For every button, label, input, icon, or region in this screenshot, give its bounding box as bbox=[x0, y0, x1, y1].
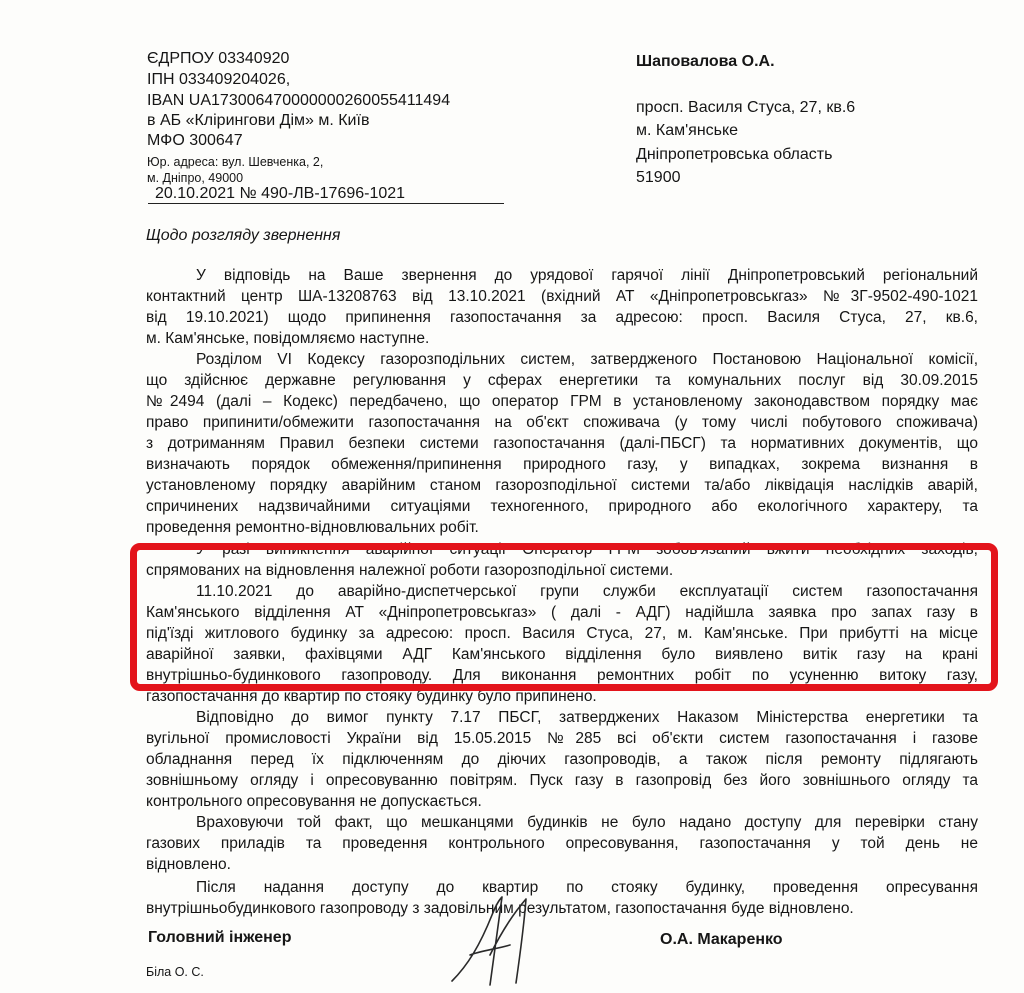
paragraph-line: спрямованих на відновлення належної роботи газорозподільної системи. bbox=[146, 562, 674, 579]
recipient-postcode: 51900 bbox=[636, 169, 681, 186]
paragraph-line: проведення ремонтно-відновлювальних робіт. bbox=[146, 519, 479, 536]
sender-iban: IBAN UA173006470000000260055411494 bbox=[147, 92, 451, 109]
recipient-street: просп. Василя Стуса, 27, кв.6 bbox=[636, 99, 856, 116]
handwritten-signature bbox=[440, 885, 550, 993]
sender-address-1: Юр. адреса: вул. Шевченка, 2, bbox=[147, 155, 324, 169]
paragraph-line: Враховуючи той факт, що мешканцями будинків не було надано доступу для перевірки стану bbox=[196, 814, 978, 831]
paragraph-line: Кам'янського відділення АТ «Дніпропетровськгаз» ( далі - АДГ) надійшла заявка про запах газу в bbox=[146, 604, 978, 621]
paragraph-line: внутрішньобудинкового газопроводу з задовільним результатом, газопостачання буде відновлено. bbox=[146, 900, 854, 917]
paragraph-line: м. Кам'янське, повідомляємо наступне. bbox=[146, 330, 430, 347]
executor-name: Біла О. С. bbox=[146, 965, 204, 979]
paragraph-line: У відповідь на Ваше звернення до урядової гарячої лінії Дніпропетровський регіональний bbox=[196, 267, 978, 284]
paragraph-line: під'їзді житлового будинку за адресою: просп. Василя Стуса, 27, м. Кам'янське. При прибутті на місце bbox=[146, 625, 978, 642]
paragraph-line: право припинити/обмежити газопостачання на об'єкт споживача (у тому числі побутового споживача) bbox=[146, 414, 978, 431]
registration-underline bbox=[148, 203, 504, 204]
paragraph-line: установленому порядку аварійним станом газорозподільної системи та/або ліквідація наслідків аварій, bbox=[146, 477, 978, 494]
sender-edrpou: ЄДРПОУ 03340920 bbox=[147, 50, 290, 67]
paragraph-line: спричинених надзвичайними ситуаціями техногенного, природного або екологічного характеру, та bbox=[146, 498, 978, 515]
paragraph-line: контактний центр ША-13208763 від 13.10.2021 (вхідний АТ «Дніпропетровськгаз» №3Г-9502-490-1021 bbox=[146, 288, 978, 305]
paragraph-line: обладнання перед їх підключенням до діючих газопроводів, а також після ремонту підлягають bbox=[146, 751, 978, 768]
recipient-city: м. Кам'янське bbox=[636, 122, 739, 139]
sender-ipn: ІПН 033409204026, bbox=[147, 71, 291, 88]
paragraph-line: Відповідно до вимог пункту 7.17 ПБСГ, затверджених Наказом Міністерства енергетики та bbox=[196, 709, 978, 726]
registration-number: 20.10.2021 № 490-ЛВ-17696-1021 bbox=[155, 185, 406, 202]
paragraph-line: визначають порядок обмеження/припинення природного газу, у випадках, зокрема визнання в bbox=[146, 456, 978, 473]
paragraph-line: У разі виникнення аварійної ситуації Оператор ГРМ зобов'язаний вжити необхідних заходів, bbox=[196, 541, 978, 558]
paragraph-line: газопостачання до квартир по стояку будинку було припинено. bbox=[146, 688, 597, 705]
paragraph-line: аварійної заявки, фахівцями АДГ Кам'янського відділення було виявлено витік газу на крані bbox=[146, 646, 978, 663]
paragraph-line: контрольного опресовування не допускається. bbox=[146, 793, 482, 810]
paragraph-line: внутрішньо-будинкового газопроводу. Для виконання ремонтних робіт по усуненню витоку газу, bbox=[146, 667, 978, 684]
paragraph-line: відновлено. bbox=[146, 856, 231, 873]
paragraph-line: газових приладів та проведення контрольного опресовування, газопостачання у той день не bbox=[146, 835, 978, 852]
signer-position: Головний інженер bbox=[148, 929, 292, 946]
paragraph-line: №2494 (далі – Кодекс) передбачено, що оператор ГРМ в установленому законодавством порядку має bbox=[146, 393, 978, 410]
paragraph-line: Розділом VI Кодексу газорозподільних систем, затвердженого Постановою Національної комісії, bbox=[196, 351, 978, 368]
paragraph-line: з дотриманням Правил безпеки системи газопостачання (далі-ПБСГ) та нормативних документів, що bbox=[146, 435, 978, 452]
paragraph-line: Після надання доступу до квартир по стояку будинку, проведення опресування bbox=[196, 879, 978, 896]
sender-address-2: м. Дніпро, 49000 bbox=[147, 171, 244, 185]
highlight-box bbox=[130, 543, 998, 691]
paragraph-line: що здійснює державне регулювання у сферах енергетики та комунальних послуг від 30.09.2015 bbox=[146, 372, 978, 389]
recipient-region: Дніпропетровська область bbox=[636, 146, 833, 163]
paragraph-line: вугільної промисловості України від 15.05.2015 №285 всі об'єкти систем газопостачання і газове bbox=[146, 730, 978, 747]
sender-bank: в АБ «Клірингови Дім» м. Київ bbox=[147, 112, 370, 129]
paragraph-line: зовнішньому огляду і опресовуванню повітрям. Пуск газу в газопровід без його зовнішнього огляду та bbox=[146, 772, 978, 789]
paragraph-line: 11.10.2021 до аварійно-диспетчерської групи служби експлуатації систем газопостачання bbox=[196, 583, 978, 600]
letter-subject: Щодо розгляду звернення bbox=[146, 227, 341, 244]
signer-name: О.А. Макаренко bbox=[660, 931, 783, 948]
recipient-name: Шаповалова О.А. bbox=[636, 53, 775, 70]
sender-mfo: МФО 300647 bbox=[147, 132, 243, 149]
paragraph-line: від 19.10.2021) щодо припинення газопостачання за адресою: просп. Василя Стуса, 27, кв.6, bbox=[146, 309, 978, 326]
